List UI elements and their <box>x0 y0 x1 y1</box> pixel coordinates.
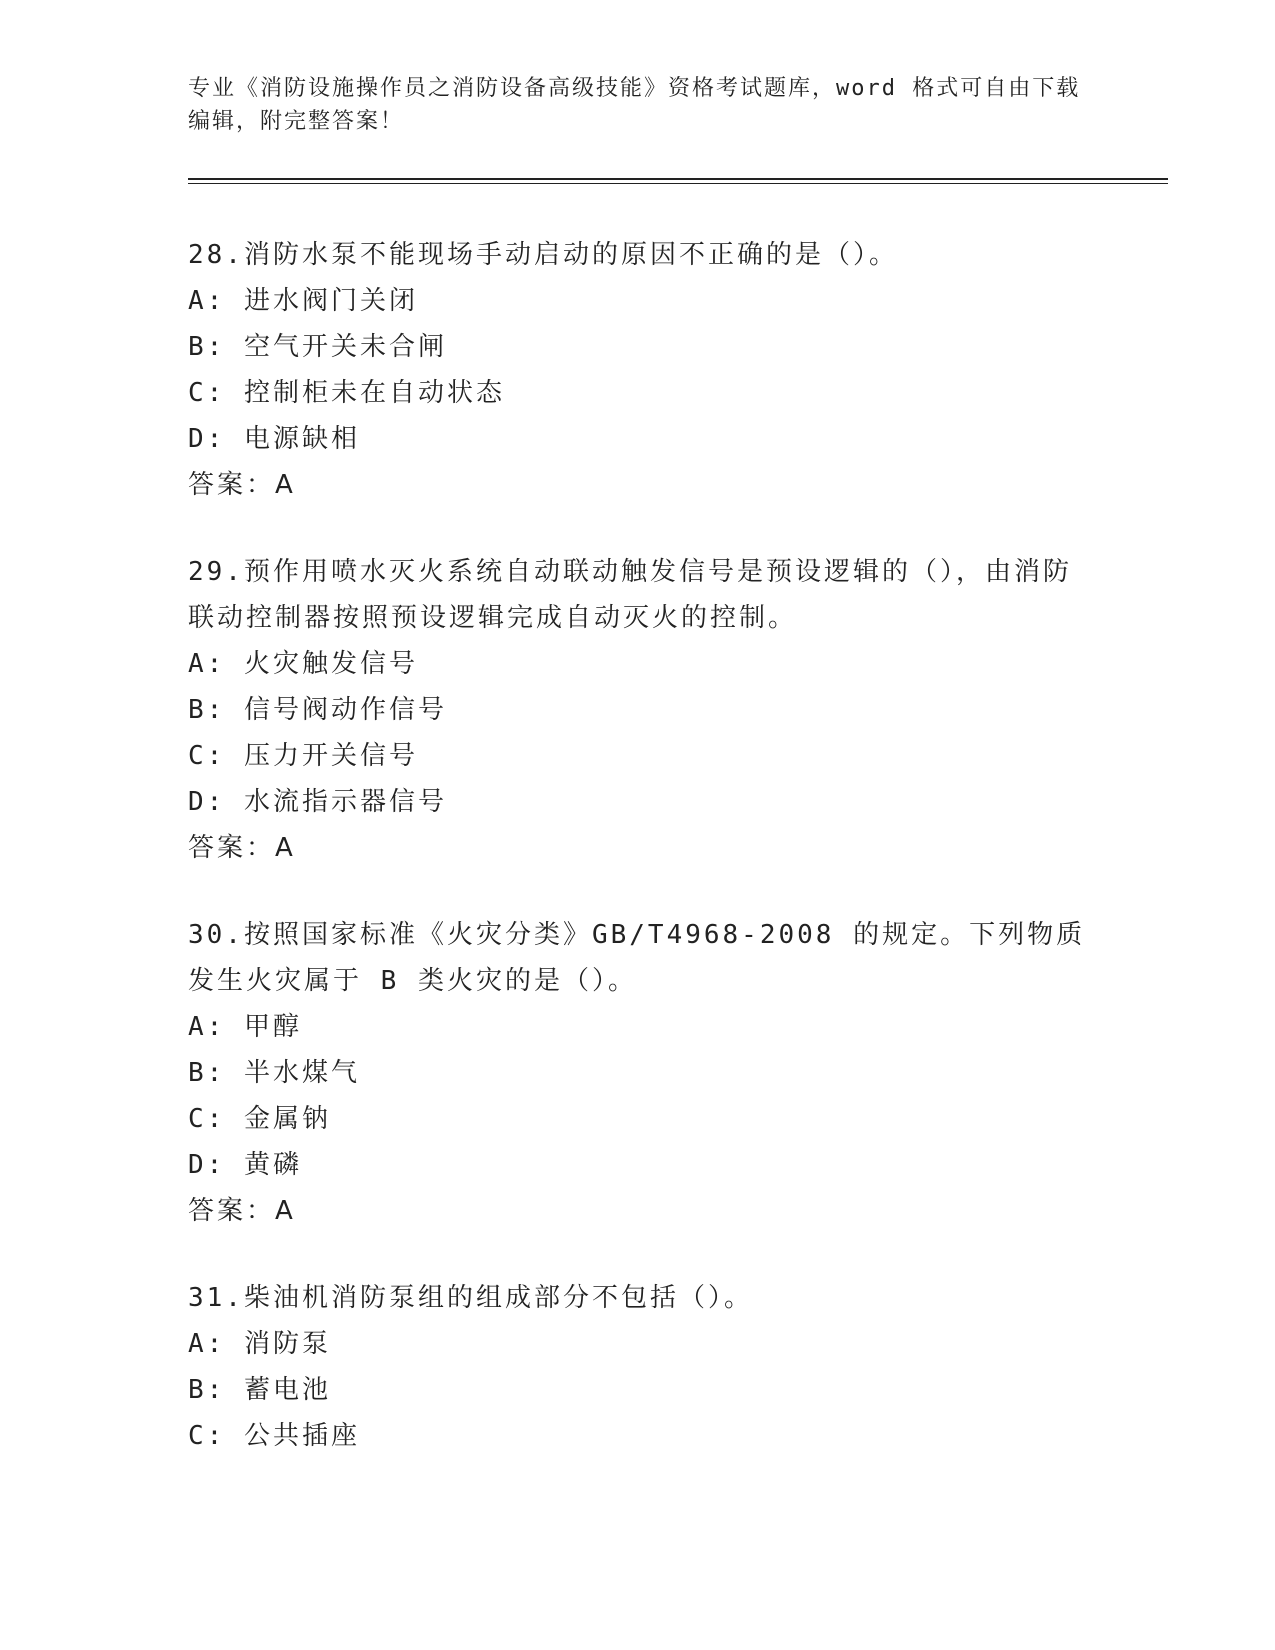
option-c: C: 控制柜未在自动状态 <box>188 378 505 408</box>
question-list <box>188 232 1088 1500</box>
option-b: B: 信号阀动作信号 <box>188 695 447 725</box>
question-28 <box>188 232 1088 508</box>
option-a: A: 进水阀门关闭 <box>188 286 418 316</box>
option-b: B: 蓄电池 <box>188 1375 331 1405</box>
answer-line: 答案：A <box>188 833 296 863</box>
option-c: C: 金属钠 <box>188 1104 331 1134</box>
question-stem: 31.柴油机消防泵组的组成部分不包括（）。 <box>188 1283 753 1313</box>
option-a: A: 甲醇 <box>188 1012 302 1042</box>
answer-line: 答案：A <box>188 470 296 500</box>
question-29 <box>188 549 1088 871</box>
option-a: A: 消防泵 <box>188 1329 331 1359</box>
header-divider <box>188 178 1168 180</box>
question-31 <box>188 1275 1088 1459</box>
document-header <box>188 72 1088 138</box>
option-d: D: 黄磷 <box>188 1150 302 1180</box>
header-divider-thin <box>188 183 1168 184</box>
option-b: B: 半水煤气 <box>188 1058 360 1088</box>
question-stem: 28.消防水泵不能现场手动启动的原因不正确的是（）。 <box>188 240 898 270</box>
header-text: 专业《消防设施操作员之消防设备高级技能》资格考试题库，word 格式可自由下载编辑，附完整答案！ <box>188 76 1081 134</box>
question-stem: 29.预作用喷水灭火系统自动联动触发信号是预设逻辑的（），由消防联动控制器按照预设逻辑完成自动灭火的控制。 <box>188 557 1072 633</box>
option-d: D: 水流指示器信号 <box>188 787 447 817</box>
option-c: C: 压力开关信号 <box>188 741 418 771</box>
option-d: D: 电源缺相 <box>188 424 360 454</box>
option-a: A: 火灾触发信号 <box>188 649 418 679</box>
answer-line: 答案：A <box>188 1196 296 1226</box>
option-c: C: 公共插座 <box>188 1421 360 1451</box>
question-30 <box>188 912 1088 1234</box>
question-stem: 30.按照国家标准《火灾分类》GB/T4968-2008 的规定。下列物质发生火灾属于 B 类火灾的是（）。 <box>188 920 1086 996</box>
option-b: B: 空气开关未合闸 <box>188 332 447 362</box>
